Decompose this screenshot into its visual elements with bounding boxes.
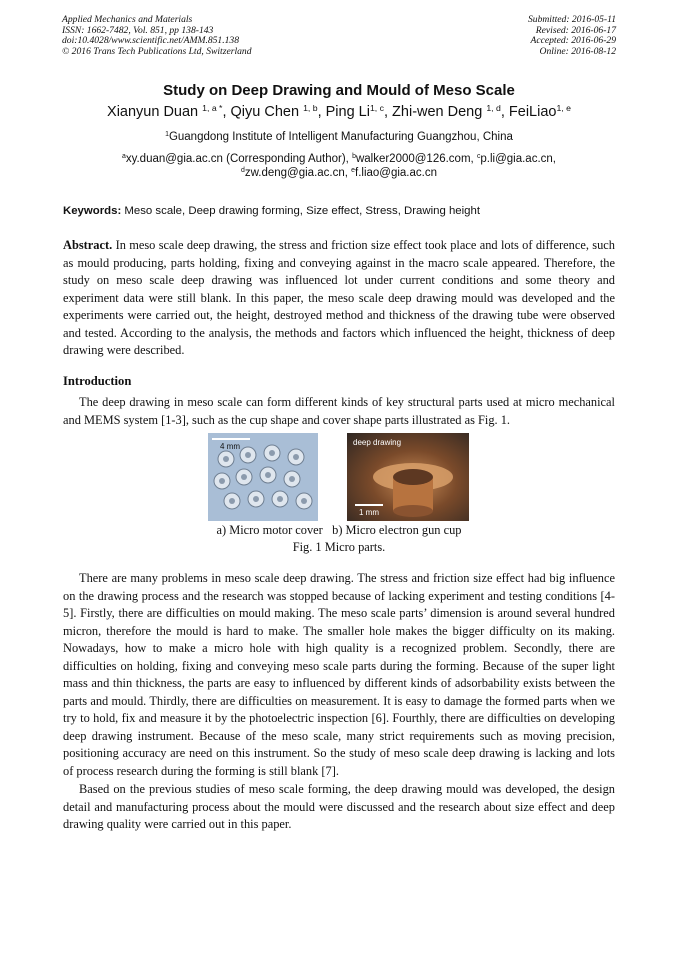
caption-b: b) Micro electron gun cup: [332, 523, 462, 537]
email-c[interactable]: p.li@gia.ac.cn,: [480, 153, 556, 165]
author-sup: 1, b: [303, 103, 318, 114]
micro-motor-cover-image: [208, 433, 318, 521]
affiliation-text: Guangdong Institute of Intelligent Manufacturing Guangzhou, China: [168, 131, 513, 143]
journal-doi: doi:10.4028/www.scientific.net/AMM.851.138: [62, 35, 240, 47]
revised-date: Revised: 2016-06-17: [535, 24, 616, 36]
author-name: FeiLiao: [508, 104, 557, 120]
accepted-date: Accepted: 2016-06-29: [530, 35, 616, 47]
submitted-date: Submitted: 2016-05-11: [527, 14, 616, 25]
figure-1: [208, 433, 470, 521]
email-a[interactable]: xy.duan@gia.ac.cn (Corresponding Author),: [125, 153, 349, 165]
abstract-text: In meso scale deep drawing, the stress and friction size effect took place and lots of difference, such as mould producing, parts holding, fixing and conveying against in the macro scale appeared. Therefore, the study on meso scale deep drawing was influenced lot under current conditions and some theory and experiment data were still blank. In this paper, the meso scale deep drawing mould was developed and the experiments were carried out, the height, destroyed method and thickness of the drawing tube were observed and tested. According to the analysis, the methods and factors which influenced the height, thickness of deep drawing were described.: [63, 238, 615, 357]
introduction-paragraph-3: Based on the previous studies of meso scale forming, the deep drawing mould was developed, the design detail and manufacturing process about the mould were discussed and the research about size effect and deep drawing quality were carried out in this paper.: [63, 782, 615, 831]
journal-copyright: © 2016 Trans Tech Publications Ltd, Switzerland: [62, 45, 252, 57]
washers-illustration: [208, 433, 318, 521]
figure-title: Fig. 1 Micro parts.: [292, 540, 386, 554]
scale-label-left: 4 mm: [220, 442, 240, 451]
online-date: Online: 2016-08-12: [539, 45, 616, 57]
author-name: Xianyun Duan: [107, 104, 199, 120]
micro-electron-gun-cup-image: [347, 433, 469, 521]
affiliation: [0, 131, 678, 143]
author-name: Zhi-wen Deng: [392, 104, 483, 120]
author-name: Qiyu Chen: [230, 104, 300, 120]
author-sup: 1, d: [486, 103, 501, 114]
journal-issn: ISSN: 1662-7482, Vol. 851, pp 138-143: [62, 24, 214, 36]
email-d[interactable]: zw.deng@gia.ac.cn,: [244, 167, 348, 179]
deep-drawing-label: deep drawing: [353, 438, 402, 447]
author-sup: 1, a *: [202, 103, 223, 114]
author-sup: 1, c: [369, 103, 384, 114]
abstract: [63, 237, 615, 360]
author-name: Ping Li: [325, 104, 370, 120]
caption-a: a) Micro motor cover: [216, 523, 323, 537]
journal-header: [62, 15, 252, 57]
keywords-label: Keywords:: [63, 205, 122, 217]
keywords: [63, 205, 623, 217]
abstract-label: Abstract.: [63, 238, 113, 252]
author-emails: $^a$xy.duan@gia.ac.cn (Corresponding Author), $^b$walker2000@126.com, $^c$p.li@gia.ac.cn, $^d$zw.deng@gia.ac.cn, $^e$f.liao@gia.ac.cn: [121, 153, 556, 179]
cup-illustration: [347, 433, 469, 521]
author-list: Xianyun Duan $^{1, a *}$, Qiyu Chen $^{1, b}$, Ping Li$^{1, c}$, Zhi-wen Deng $^{1, d}$, FeiLiao$^{1, e}$: [107, 103, 571, 120]
scale-label-right: 1 mm: [359, 508, 379, 517]
introduction-paragraph-1: The deep drawing in meso scale can form different kinds of key structural parts used at micro mechanical and MEMS system [1-3], such as the cup shape and cover shape parts illustrated as Fig. 1.: [63, 395, 615, 427]
journal-name: Applied Mechanics and Materials: [62, 14, 193, 25]
figure-subcaptions: [0, 523, 678, 538]
paper-title: Study on Deep Drawing and Mould of Meso Scale: [163, 82, 515, 99]
introduction-heading: Introduction: [63, 374, 132, 388]
affiliation-sup: 1: [165, 131, 169, 139]
author-sup: 1, e: [556, 103, 571, 114]
email-b[interactable]: walker2000@126.com,: [355, 153, 474, 165]
keywords-text: Meso scale, Deep drawing forming, Size effect, Stress, Drawing height: [124, 205, 481, 217]
dates-header: [528, 15, 616, 57]
introduction-paragraph-2: There are many problems in meso scale deep drawing. The stress and friction size effect had big influence on the drawing process and the research was stopped because of lacking experiment and testing conditions [4-5]. Firstly, there are difficulties on mould making. The meso scale parts’ dimension is around several hundred micron, therefore the mould is hard to make. The smaller hole makes the bigger difficulty on its making. Nowadays, how to make a micro hole with high quality is a recognized problem. Secondly, there are difficulties on holding, fixing and conveying meso scale parts during the forming. Because of the super light mass and thin thickness, the parts are easy to influenced by different kinds of adsorbability exists between the parts and mould. Thirdly, there are difficulties on measurement. It is easy to damage the formed parts when we try to hold, fix and measure it by the photoelectric inspection [6]. Fourthly, there are difficulties on developing deep drawing instrument. Because of the meso scale, many strict requirements such as moving precision, positioning accuracy are need on this instrument. So the study of meso scale deep drawing is lacking and lots of process research during the forming is still blank [7].: [63, 571, 615, 778]
email-e[interactable]: f.liao@gia.ac.cn: [355, 167, 437, 179]
